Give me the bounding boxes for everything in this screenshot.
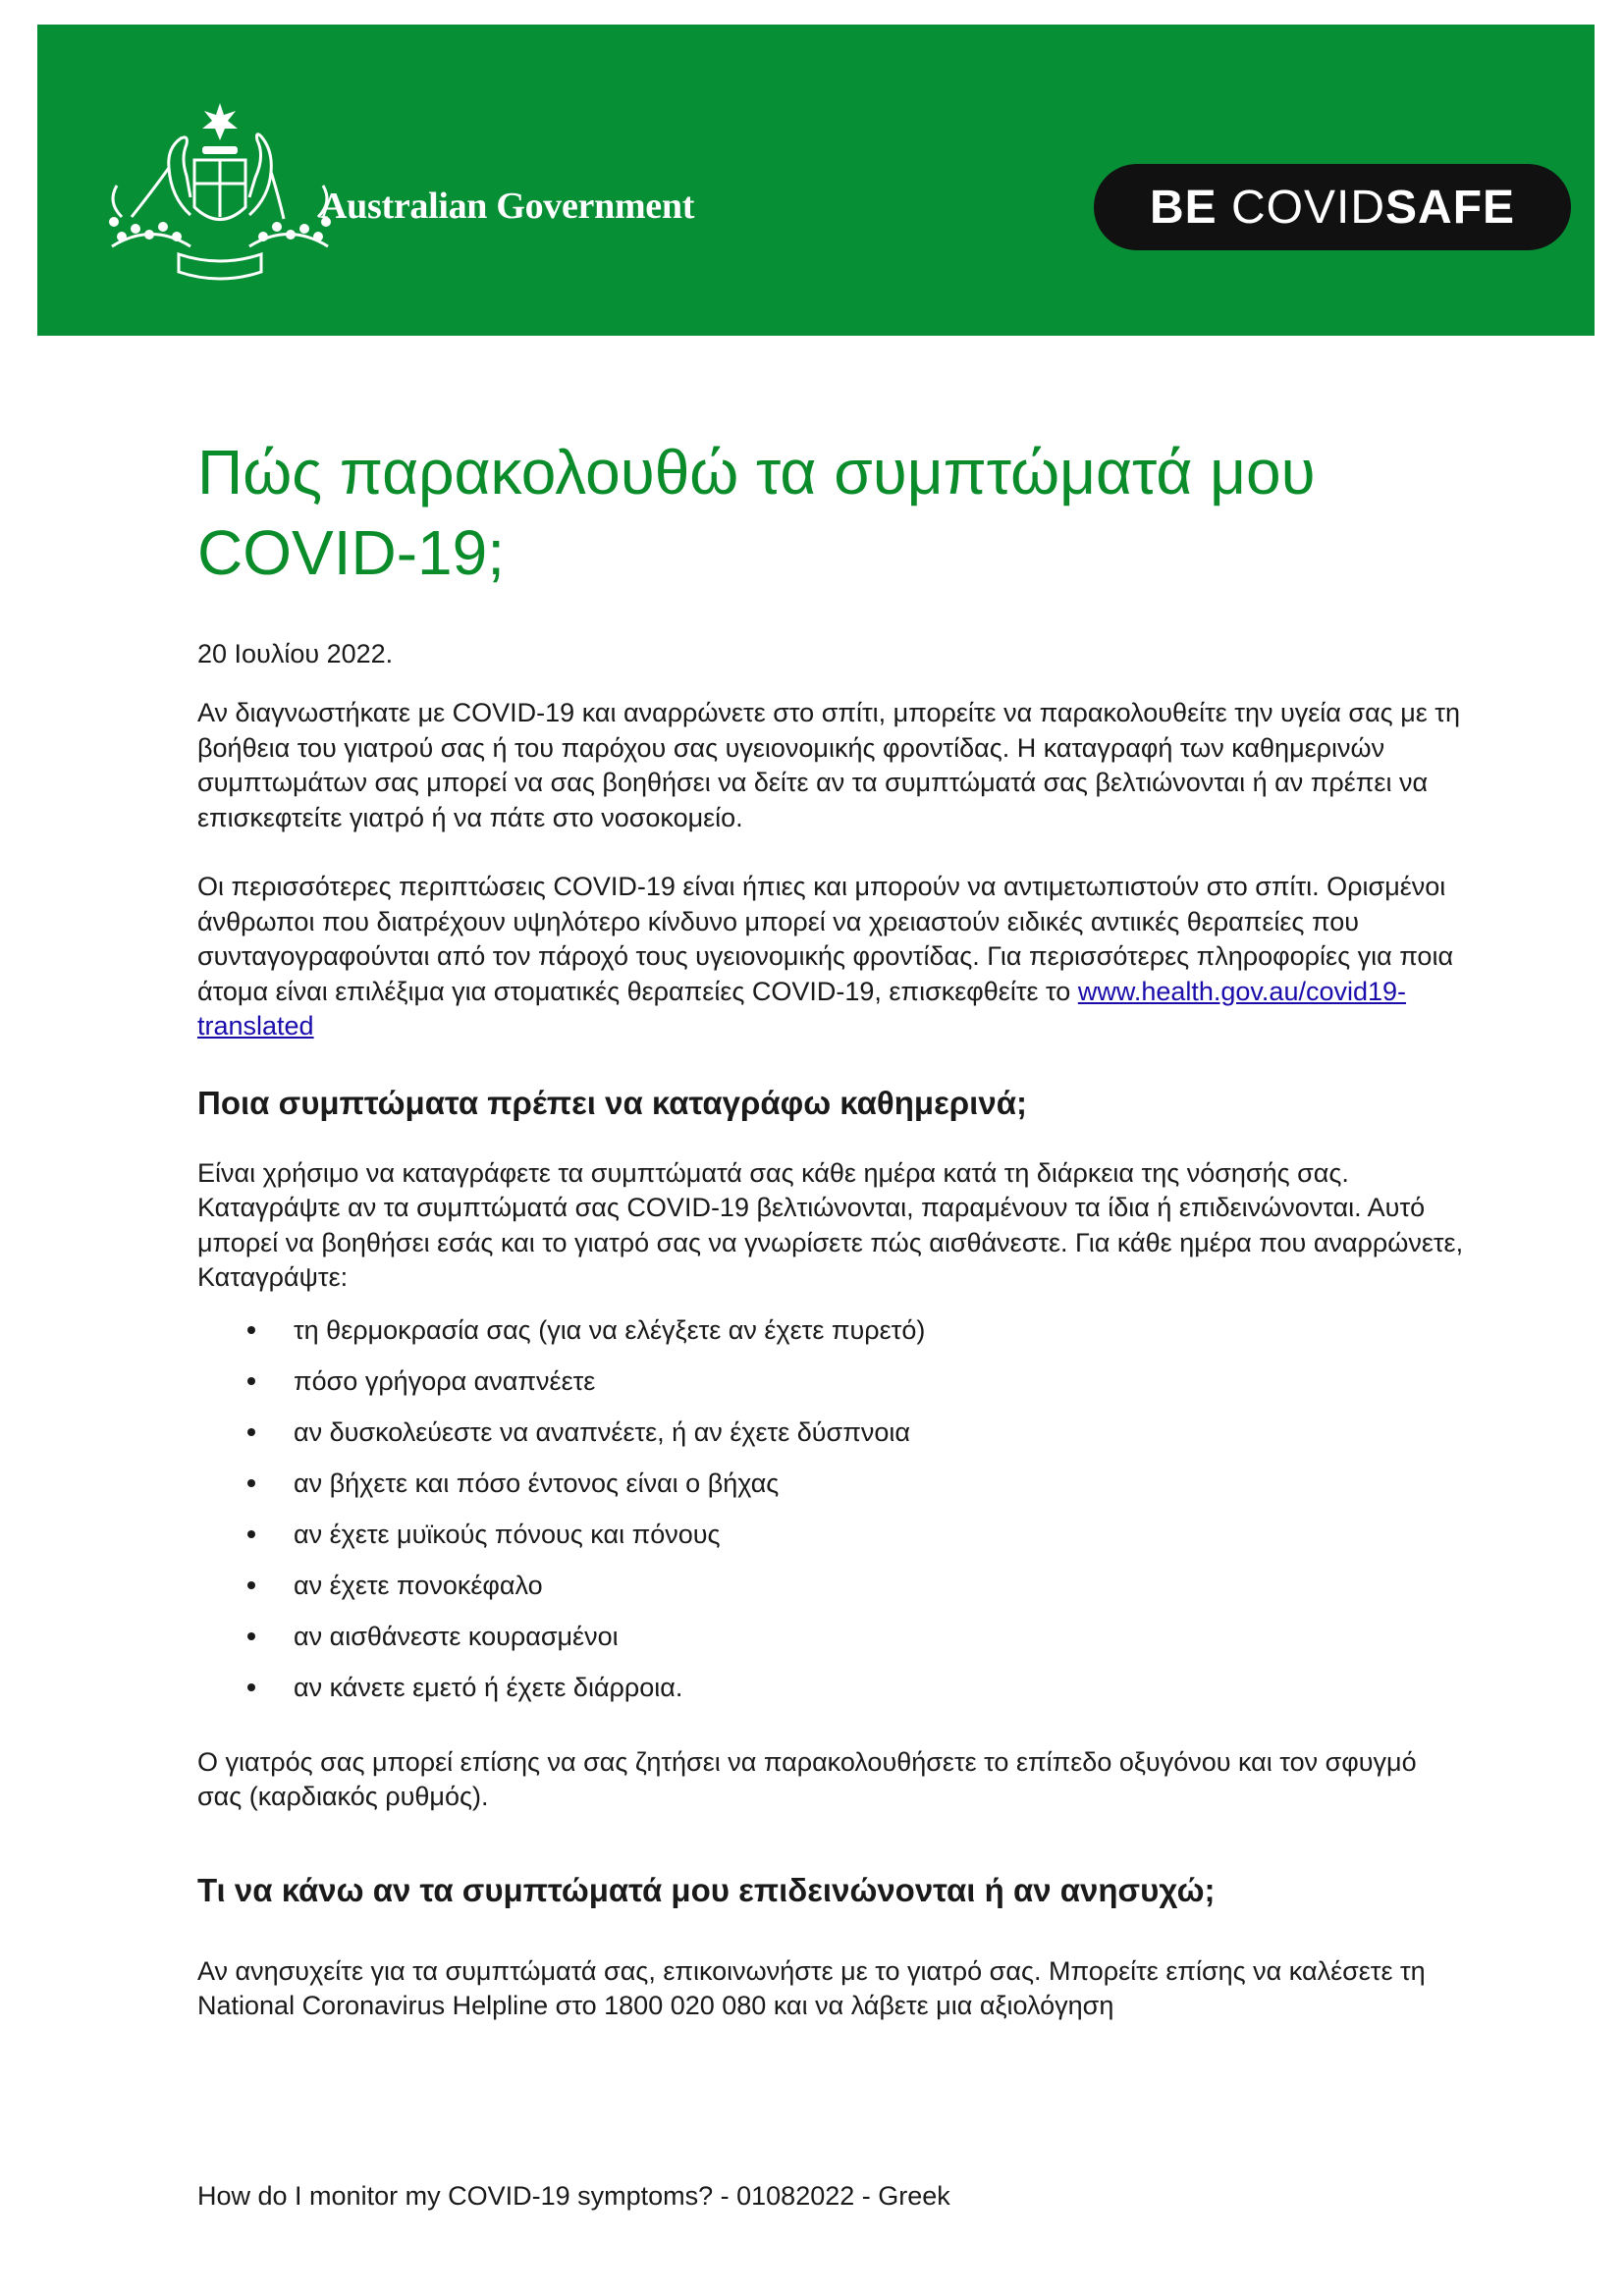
bullet-icon — [247, 1530, 255, 1538]
bullet-icon — [247, 1632, 255, 1640]
list-item — [197, 1568, 1464, 1619]
health-link[interactable]: www.health.gov.au/covid19-translated — [197, 976, 1407, 1041]
bullet-icon — [247, 1683, 255, 1691]
section-heading-symptoms: Ποια συμπτώματα πρέπει να καταγράφω καθημερινά; — [197, 1084, 1027, 1121]
government-name: Australian Government — [320, 186, 695, 227]
list-item-text: αν δυσκολεύεστε να αναπνέετε, ή αν έχετε δύσπνοια — [294, 1416, 910, 1447]
symptoms-intro-paragraph: Είναι χρήσιμο να καταγράφετε τα συμπτώματά σας κάθε ημέρα κατά τη διάρκεια της νόσησής σας. Καταγράψτε αν τα συμπτώματά σας COVID-19 βελτιώνονται, παραμένουν τα ίδια ή επιδεινώνονται. Αυτό μπορεί να βοηθήσει εσάς και το γιατρό σας να γνωρίσετε πώς αισθάνεστε. Για κάθε ημέρα που αναρρώνετε, Καταγράψτε: — [197, 1157, 1464, 1292]
list-item-text: πόσο γρήγορα αναπνέετε — [294, 1365, 596, 1396]
bullet-icon — [247, 1326, 255, 1334]
list-item-text: τη θερμοκρασία σας (για να ελέγξετε αν έχετε πυρετό) — [294, 1314, 926, 1345]
bullet-icon — [247, 1479, 255, 1487]
bullet-icon — [247, 1377, 255, 1385]
page-title: Πώς παρακολουθώ τα συμπτώματά μου COVID-19; — [197, 437, 1316, 588]
treatment-text: Οι περισσότερες περιπτώσεις COVID-19 είναι ήπιες και μπορούν να αντιμετωπιστούν στο σπίτι. Ορισμένοι άνθρωποι που διατρέχουν υψηλότερο κίνδυνο μπορεί να χρειαστούν ειδικές αντιικές θεραπείες που συνταγογραφούνται από τον πάροχό τους υγειονομικής φροντίδας. Για περισσότερες πληροφορίες για ποια άτομα είναι επιλέξιμα για στοματικές θεραπείες COVID-19, επισκεφθείτε το — [197, 872, 1454, 1006]
list-item — [197, 1312, 1464, 1363]
list-item — [197, 1466, 1464, 1517]
treatment-paragraph — [197, 870, 1464, 1044]
oxygen-paragraph: Ο γιατρός σας μπορεί επίσης να σας ζητήσει να παρακολουθήσετε το επίπεδο οξυγόνου και τον σφυγμό σας (καρδιακός ρυθμός). — [197, 1746, 1417, 1811]
list-item-text: αν έχετε πονοκέφαλο — [294, 1570, 543, 1600]
list-item-text: αν βήχετε και πόσο έντονος είναι ο βήχας — [294, 1468, 780, 1498]
document-body — [197, 432, 1464, 2024]
coat-of-arms-icon — [92, 99, 348, 286]
list-item-text: αν έχετε μυϊκούς πόνους και πόνους — [294, 1519, 721, 1549]
header-banner — [37, 25, 1595, 336]
list-item-text: αν κάνετε εμετό ή έχετε διάρροια. — [294, 1672, 683, 1702]
page-footer: How do I monitor my COVID-19 symptoms? - 01082022 - Greek — [197, 2181, 950, 2211]
symptoms-list — [197, 1312, 1464, 1721]
badge-be: BE — [1149, 181, 1218, 234]
badge-covid: COVID — [1231, 181, 1386, 234]
list-item — [197, 1415, 1464, 1466]
list-item — [197, 1619, 1464, 1670]
publication-date: 20 Ιουλίου 2022. — [197, 639, 394, 668]
badge-safe: SAFE — [1385, 181, 1516, 234]
covidsafe-badge — [1094, 164, 1571, 250]
list-item — [197, 1517, 1464, 1568]
list-item — [197, 1363, 1464, 1415]
list-item-text: αν αισθάνεστε κουρασμένοι — [294, 1621, 619, 1651]
bullet-icon — [247, 1581, 255, 1589]
helpline-paragraph: Αν ανησυχείτε για τα συμπτώματά σας, επικοινωνήστε με το γιατρό σας. Μπορείτε επίσης να καλέσετε τη National Coronavirus Helpline στο 1800 020 080 και να λάβετε μια αξιολόγηση — [197, 1955, 1426, 2020]
intro-paragraph: Αν διαγνωστήκατε με COVID-19 και αναρρώνετε στο σπίτι, μπορείτε να παρακολουθείτε την υγεία σας με τη βοήθεια του γιατρού σας ή του παρόχου σας υγειονομικής φροντίδας. Η καταγραφή των καθημερινών συμπτωμάτων σας μπορεί να σας βοηθήσει να δείτε αν τα συμπτώματά σας βελτιώνονται ή αν πρέπει να επισκεφτείτε γιατρό ή να πάτε στο νοσοκομείο. — [197, 698, 1460, 832]
bullet-icon — [247, 1428, 255, 1436]
section-heading-worse: Τι να κάνω αν τα συμπτώματά μου επιδεινώνονται ή αν ανησυχώ; — [197, 1871, 1216, 1908]
list-item — [197, 1670, 1464, 1721]
